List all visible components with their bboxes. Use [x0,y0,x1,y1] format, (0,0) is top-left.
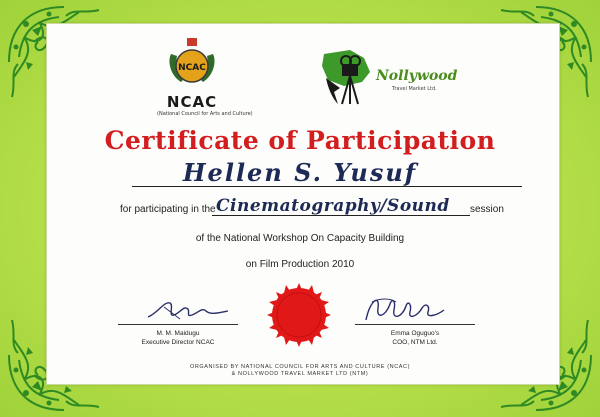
signature-line-left [118,324,238,325]
signature-line-right [355,324,475,325]
course-name: Cinematography/Sound [216,196,450,216]
signatory-left [98,329,258,347]
ncac-name: NCAC [166,93,218,111]
signature-left [128,295,248,325]
signatory-title: Executive Director NCAC [141,339,215,346]
organiser-line-1: ORGANISED BY NATIONAL COUNCIL FOR ARTS AND CULTURE (NCAC) [189,364,411,370]
production-line: on Film Production 2010 [245,259,355,270]
recipient-underline [132,186,522,187]
workshop-line: of the National Workshop On Capacity Building [195,233,405,244]
recipient-name: Hellen S. Yusuf [182,158,418,187]
signatory-right [335,329,495,347]
course-underline [212,215,470,216]
nollywood-name: Nollywood [376,68,458,84]
organiser-line-2: & NOLLYWOOD TRAVEL MARKET LTD (NTM) [231,371,369,377]
session-text: session [470,204,504,215]
ncac-logo [157,36,253,117]
signatory-name: M. M. Maidugu [156,330,200,337]
signatory-title: COO, NTM Ltd. [392,339,438,346]
nigeria-map-camera-icon [320,48,376,106]
ncac-badge-text: NCAC [178,63,206,73]
nollywood-logo [320,48,470,106]
nollywood-subtitle: Travel Market Ltd. [392,86,437,92]
participation-lead-text: for participating in the [120,204,216,215]
certificate-title: Certificate of Participation [104,126,496,155]
coat-of-arms-icon [167,36,217,88]
red-seal-icon [265,281,333,349]
ncac-subtitle: (National Council for Arts and Culture) [157,111,253,117]
signatory-name: Emma Oguguo's [390,330,440,337]
